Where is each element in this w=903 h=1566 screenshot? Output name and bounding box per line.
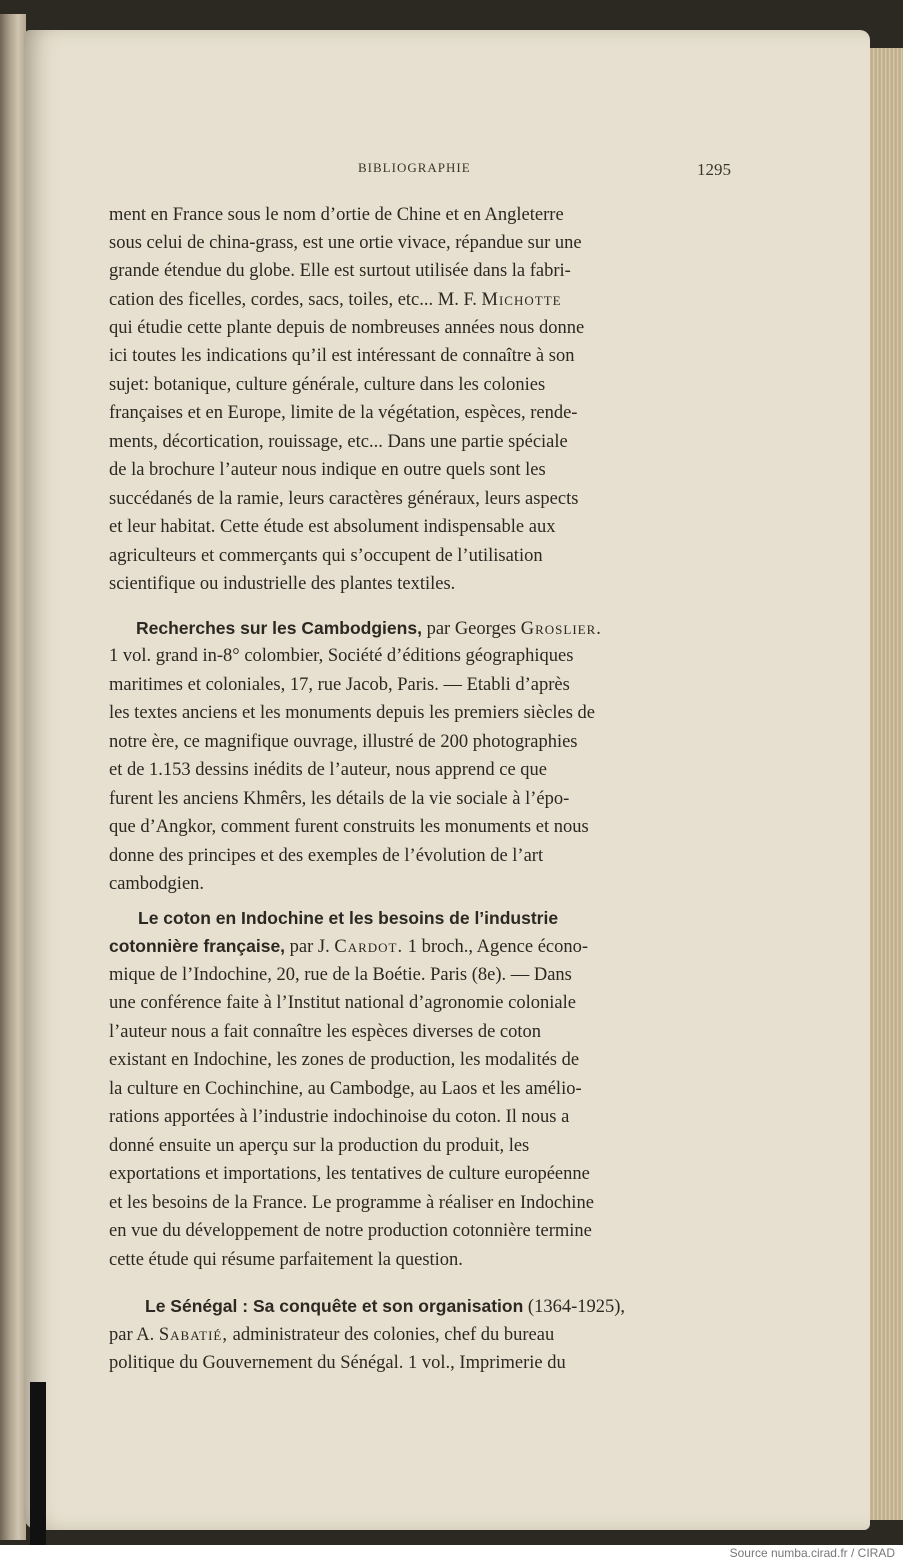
running-head: BIBLIOGRAPHIE [358, 160, 471, 175]
left-page-edge [0, 14, 26, 1540]
entry-title: Le Sénégal : Sa conquête et son organisation [145, 1296, 524, 1316]
entry-title: Recherches sur les Cambodgiens, [136, 618, 422, 638]
text-line: ments, décortication, rouissage, etc... Dans une partie spéciale [109, 432, 568, 452]
text-line: ment en France sous le nom d’ortie de Chine et en Angleterre [109, 205, 564, 225]
text-line: cation des ficelles, cordes, sacs, toiles, etc... M. F. Michotte [109, 290, 562, 310]
text-line: de la brochure l’auteur nous indique en outre quels sont les [109, 460, 546, 480]
text-line: par A. Sabatié, administrateur des colonies, chef du bureau [109, 1325, 555, 1345]
text-line: qui étudie cette plante depuis de nombreuses années nous donne [109, 318, 585, 338]
text-line: et les besoins de la France. Le programme à réaliser en Indochine [109, 1193, 594, 1213]
text-line: l’auteur nous a fait connaître les espèces diverses de coton [109, 1022, 542, 1042]
text-line: cette étude qui résume parfaitement la question. [109, 1250, 463, 1270]
text-line: sous celui de china-grass, est une ortie vivace, répandue sur une [109, 233, 582, 253]
author-name: Sabatié, [158, 1325, 228, 1345]
text-line: et de 1.153 dessins inédits de l’auteur, nous apprend ce que [109, 760, 548, 780]
text-line: la culture en Cochinchine, au Cambodge, au Laos et les amélio- [109, 1079, 582, 1099]
text-line: donné ensuite un aperçu sur la production du produit, les [109, 1136, 530, 1156]
entry-title-line: Recherches sur les Cambodgiens, par Georges Groslier. [136, 618, 602, 639]
entry-title-line: cotonnière française, par J. Cardot. 1 broch., Agence écono- [109, 936, 589, 957]
text-line: cambodgien. [109, 874, 205, 894]
text-line: en vue du développement de notre production cotonnière termine [109, 1221, 592, 1241]
bookmark-ribbon [30, 1382, 46, 1545]
text-line: existant en Indochine, les zones de production, les modalités de [109, 1050, 580, 1070]
author-name: Cardot. [334, 937, 404, 957]
text-line: 1 vol. grand in-8° colombier, Société d’éditions géographiques [109, 646, 574, 666]
text-line: ici toutes les indications qu’il est intéressant de connaître à son [109, 346, 575, 366]
text-line: rations apportées à l’industrie indochinoise du coton. Il nous a [109, 1107, 570, 1127]
text-line: sujet: botanique, culture générale, culture dans les colonies [109, 375, 546, 395]
text-line: exportations et importations, les tentatives de culture européenne [109, 1164, 590, 1184]
text-line: agriculteurs et commerçants qui s’occupent de l’utilisation [109, 546, 543, 566]
text-line: scientifique ou industrielle des plantes textiles. [109, 574, 456, 594]
entry-title-line: Le Sénégal : Sa conquête et son organisation (1364-1925), [145, 1296, 626, 1317]
text-line: les textes anciens et les monuments depuis les premiers siècles de [109, 703, 596, 723]
author-name: Michotte [481, 290, 562, 310]
text-line: maritimes et coloniales, 17, rue Jacob, Paris. — Etabli d’après [109, 675, 570, 695]
text-line: notre ère, ce magnifique ouvrage, illustré de 200 photographies [109, 732, 578, 752]
text-line: françaises et en Europe, limite de la végétation, espèces, rende- [109, 403, 578, 423]
source-credit: Source numba.cirad.fr / CIRAD [729, 1546, 895, 1560]
text-line: que d’Angkor, comment furent construits les monuments et nous [109, 817, 589, 837]
text-line: succédanés de la ramie, leurs caractères généraux, leurs aspects [109, 489, 579, 509]
text-line: donne des principes et des exemples de l’évolution de l’art [109, 846, 544, 866]
text-line: une conférence faite à l’Institut national d’agronomie coloniale [109, 993, 576, 1013]
page-number: 1295 [697, 160, 731, 179]
text-line: et leur habitat. Cette étude est absolument indispensable aux [109, 517, 556, 537]
entry-title-line [138, 908, 558, 930]
text-line: politique du Gouvernement du Sénégal. 1 vol., Imprimerie du [109, 1353, 566, 1373]
author-name: Groslier. [520, 619, 602, 639]
text-line: furent les anciens Khmêrs, les détails de la vie sociale à l’épo- [109, 789, 570, 809]
text-line: mique de l’Indochine, 20, rue de la Boétie. Paris (8e). — Dans [109, 965, 572, 985]
text-line: grande étendue du globe. Elle est surtout utilisée dans la fabri- [109, 261, 571, 281]
entry-title: Le coton en Indochine et les besoins de l’industrie [138, 908, 559, 928]
